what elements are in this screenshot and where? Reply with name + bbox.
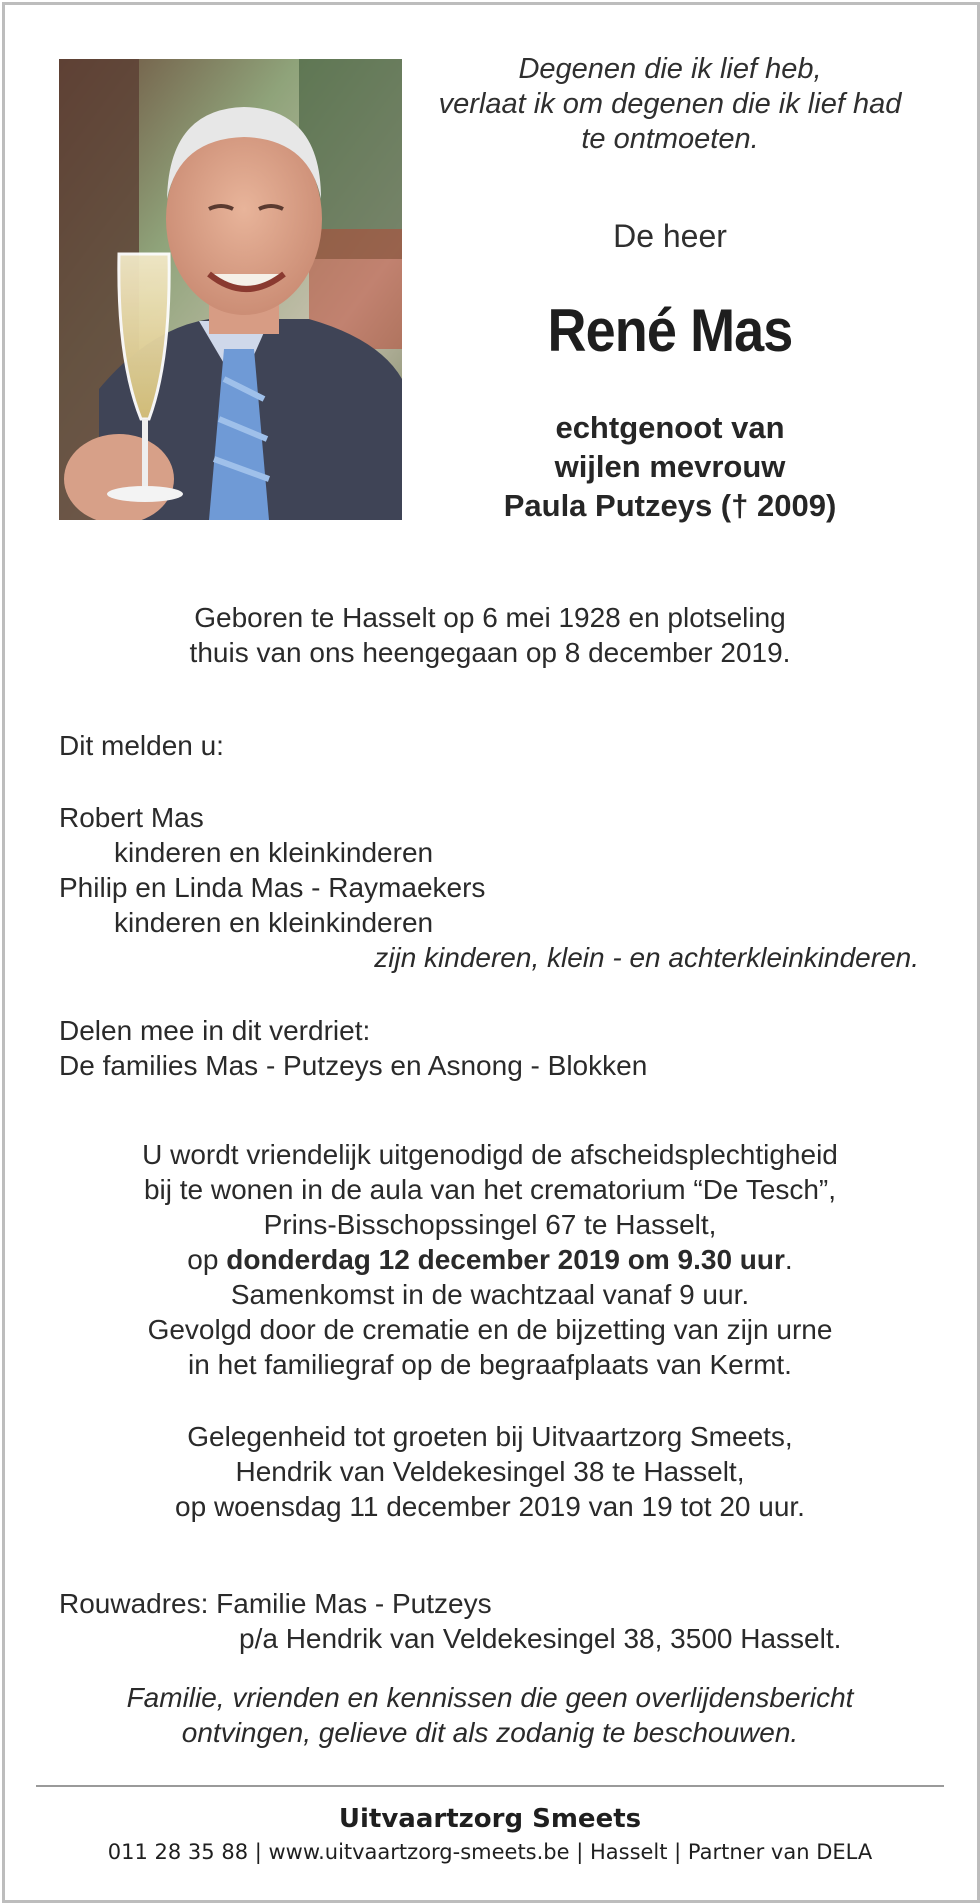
funeral-home-name: Uitvaartzorg Smeets <box>338 1804 642 1834</box>
ceremony-info <box>40 1137 940 1382</box>
family-member-descendants: kinderen en kleinkinderen <box>114 907 434 938</box>
spouse-info <box>400 408 940 525</box>
opening-quote <box>400 52 940 157</box>
spouse-line: wijlen mevrouw <box>554 449 786 484</box>
address-line: p/a Hendrik van Veldekesingel 38, 3500 Hasselt. <box>239 1623 842 1654</box>
announce-heading: Dit melden u: <box>59 730 224 761</box>
family-member-descendants: kinderen en kleinkinderen <box>114 837 434 868</box>
sharing-families <box>59 1013 647 1083</box>
address-line: Rouwadres: Familie Mas - Putzeys <box>59 1588 492 1619</box>
note-line: ontvingen, gelieve dit als zodanig te beschouwen. <box>181 1717 799 1748</box>
family-list <box>59 800 919 975</box>
ceremony-date: donderdag 12 december 2019 om 9.30 uur <box>226 1244 785 1275</box>
portrait-photo <box>59 59 402 520</box>
quote-line: te ontmoeten. <box>581 123 759 155</box>
ceremony-line: bij te wonen in de aula van het crematorium “De Tesch”, <box>143 1174 837 1205</box>
birth-line: Geboren te Hasselt op 6 mei 1928 en plotseling <box>194 602 786 633</box>
ceremony-line: in het familiegraf op de begraafplaats van Kermt. <box>188 1349 792 1380</box>
deceased-name: René Mas <box>547 297 793 364</box>
share-families: De families Mas - Putzeys en Asnong - Blokken <box>59 1050 648 1081</box>
spouse-line: echtgenoot van <box>555 410 785 445</box>
footer-divider <box>36 1785 944 1787</box>
closing-note <box>40 1680 940 1750</box>
portrait-photo-icon <box>59 59 402 520</box>
note-line: Familie, vrienden en kennissen die geen overlijdensbericht <box>126 1682 854 1713</box>
ceremony-date-suffix: . <box>784 1244 793 1275</box>
ceremony-line: Gevolgd door de crematie en de bijzetting van zijn urne <box>147 1314 833 1345</box>
ceremony-line: Prins-Bisschopssingel 67 te Hasselt, <box>263 1209 717 1240</box>
ceremony-line: Samenkomst in de wachtzaal vanaf 9 uur. <box>230 1279 750 1310</box>
ceremony-date-line <box>40 1242 940 1277</box>
visit-line: Gelegenheid tot groeten bij Uitvaartzorg Smeets, <box>187 1421 793 1452</box>
quote-line: Degenen die ik lief heb, <box>518 53 822 85</box>
salutation: De heer <box>613 218 727 254</box>
ceremony-date-prefix: op <box>187 1244 219 1275</box>
quote-line: verlaat ik om degenen die ik lief had <box>438 88 902 120</box>
birth-line: thuis van ons heengegaan op 8 december 2019. <box>189 637 791 668</box>
visit-line: op woensdag 11 december 2019 van 19 tot 20 uur. <box>175 1491 805 1522</box>
family-member: Robert Mas <box>59 802 204 833</box>
birth-death-info <box>40 600 940 670</box>
mourning-address <box>59 1586 909 1656</box>
spouse-line: Paula Putzeys († 2009) <box>503 488 837 523</box>
family-member: Philip en Linda Mas - Raymaekers <box>59 872 486 903</box>
visitation-info <box>40 1419 940 1524</box>
ceremony-line: U wordt vriendelijk uitgenodigd de afscheidsplechtigheid <box>142 1139 838 1170</box>
share-intro: Delen mee in dit verdriet: <box>59 1015 371 1046</box>
family-closing: zijn kinderen, klein - en achterkleinkinderen. <box>374 942 919 973</box>
visit-line: Hendrik van Veldekesingel 38 te Hasselt, <box>235 1456 745 1487</box>
funeral-home-contact: 011 28 35 88 | www.uitvaartzorg-smeets.be | Hasselt | Partner van DELA <box>107 1840 873 1864</box>
